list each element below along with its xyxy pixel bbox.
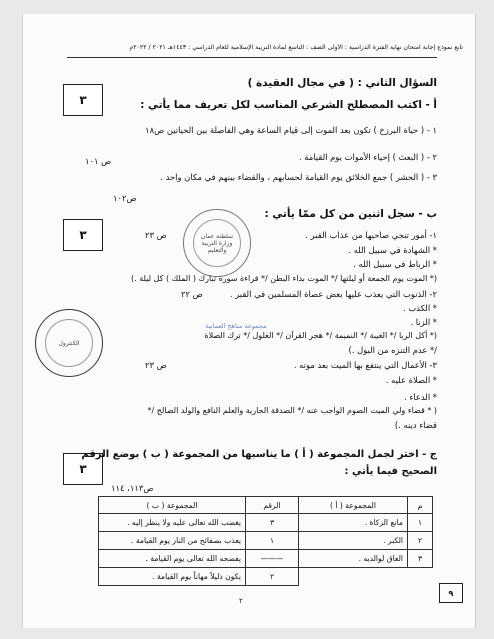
score-box-q2: ٣ bbox=[63, 84, 103, 116]
part-b-line-14: قضاء دينه .) bbox=[394, 420, 437, 430]
part-b-heading: ب - سجل اثنين من كل ممّا يأتي : bbox=[264, 208, 437, 220]
part-b-line-6: * الكذب . bbox=[403, 303, 437, 313]
table-row bbox=[99, 514, 433, 532]
column-header: الرقم bbox=[246, 497, 299, 514]
item-definition: جمع الخلائق يوم القيامة لحسابهم ، والقضاء بينهم في مكان واحد . bbox=[160, 172, 388, 182]
column-header: المجموعة ( أ ) bbox=[299, 497, 408, 514]
matching-table bbox=[98, 496, 433, 586]
table-cell: مانع الزكاة . bbox=[299, 514, 408, 532]
table-cell: الكبر . bbox=[299, 532, 408, 550]
page-ref-3: ص١٠٢ bbox=[113, 193, 137, 203]
item-term: ( حياة البرزخ ) bbox=[373, 125, 425, 135]
item-term: ( الحشر ) bbox=[389, 172, 425, 182]
column-header: م bbox=[408, 497, 433, 514]
part-a-item-3 bbox=[160, 172, 437, 182]
item-number: ١ - bbox=[426, 125, 437, 135]
part-a-heading: أ - اكتب المصطلح الشرعي المناسب لكل تعريف مما يأتي : bbox=[140, 99, 437, 111]
stamp-inner: الكنترول bbox=[45, 319, 93, 367]
page-ref-2: ص ١٠١ bbox=[85, 156, 112, 166]
part-b-line-13: ( * قضاء ولي الميت الصوم الواجب عنه /* الصدقة الجارية والعلم النافع والولد الصالح /* bbox=[147, 406, 437, 415]
stamp-inner: سلطنة عمان وزارة التربية والتعليم bbox=[193, 219, 241, 267]
official-stamp bbox=[183, 209, 251, 277]
table-cell: ٣ bbox=[408, 550, 433, 568]
score-box-part-b: ٣ bbox=[63, 219, 103, 251]
table-cell bbox=[299, 568, 408, 586]
table-cell: ١ bbox=[408, 514, 433, 532]
part-b-line-1: ١- أمور تنجي صاحبها من عذاب القبر . bbox=[305, 230, 437, 240]
item-number: ٣ - bbox=[426, 172, 437, 182]
part-b-line-2: * الشهادة في سبيل الله . bbox=[348, 245, 437, 255]
part-c-heading-2: الصحيح فيما يأتي : bbox=[344, 466, 437, 477]
table-row bbox=[99, 568, 433, 586]
part-b-line-3: * الرباط في سبيل الله . bbox=[353, 259, 437, 269]
item-number: ٢ - bbox=[426, 152, 437, 162]
part-b-line-9: /* عدم التنزه من البول .) bbox=[348, 345, 437, 355]
table-cell: ٢ bbox=[408, 532, 433, 550]
part-c-page-ref: ص١١٣، ١١٤ bbox=[111, 483, 154, 493]
part-a-item-1 bbox=[145, 125, 437, 135]
item-term: ( البعث ) bbox=[392, 152, 425, 162]
table-row bbox=[99, 532, 433, 550]
table-cell: ——— bbox=[246, 550, 299, 568]
part-b-line-5: ٢- الذنوب التي يعذب عليها بعض عصاة المسلمين في القبر . bbox=[229, 289, 437, 299]
page-ref: ص١٨ bbox=[145, 125, 165, 135]
table-row bbox=[99, 550, 433, 568]
part-a-item-2 bbox=[299, 152, 437, 162]
score-box-part-c: ٣ bbox=[63, 453, 103, 485]
part-b-page-ref-2: ص ٢٢ bbox=[181, 289, 203, 299]
part-b-line-10: ٣- الأعمال التي ينتفع بها الميت بعد موته . bbox=[293, 360, 437, 370]
page-number: ٢ bbox=[239, 597, 243, 605]
control-stamp bbox=[35, 309, 103, 377]
table-cell: ٢ bbox=[246, 568, 299, 586]
table-cell: ١ bbox=[246, 532, 299, 550]
column-header: المجموعة ( ب ) bbox=[99, 497, 246, 514]
part-b-line-4: (* الموت يوم الجمعة أو ليلتها /* الموت بداء البطن /* قراءة سورة تبارك ( الملك ) كل ليلة .) bbox=[131, 274, 437, 283]
page-header: تابع نموذج إجابة امتحان نهاية الفترة الدراسية : الأولى الصف : التاسع لمادة التربية الإسلامية للعام الدراسي : ١٤٤٣هـ ٢٠٢١ / ٢٠٢٢م bbox=[129, 44, 463, 51]
table-header-row bbox=[99, 497, 433, 514]
item-definition: تكون بعد الموت إلى قيام الساعة وهي الفاصلة بين الحياتين bbox=[166, 125, 371, 135]
table-cell: يكون ذليلاً مهاناً يوم القيامة . bbox=[99, 568, 246, 586]
part-b-line-8: (* أكل الربا /* الغيبة /* النميمة /* هجر القرآن /* الغلول /* ترك الصلاة bbox=[204, 331, 437, 340]
part-b-line-12: * الدعاء . bbox=[404, 392, 437, 402]
table-cell: العاق لوالديه . bbox=[299, 550, 408, 568]
watermark: مجموعة مناهج العمانية bbox=[205, 322, 267, 330]
answer-sheet-page bbox=[22, 14, 476, 628]
part-c-heading: ج - اختر لجمل المجموعة ( أ ) ما يناسبها من المجموعة ( ب ) بوضع الرقم bbox=[81, 449, 437, 460]
table-cell: يغضب الله تعالى عليه ولا ينظر إليه . bbox=[99, 514, 246, 532]
page-box-number: ٩ bbox=[439, 583, 463, 603]
header-divider bbox=[67, 57, 437, 58]
table-cell: يعذب بصفائح من النار يوم القيامة . bbox=[99, 532, 246, 550]
part-b-line-11: * الصلاة عليه . bbox=[385, 375, 437, 385]
part-b-page-ref-1: ص ٢٣ bbox=[145, 230, 167, 240]
item-definition: إحياء الأموات يوم القيامة . bbox=[298, 152, 390, 162]
part-b-line-7: * الزنا . bbox=[410, 317, 437, 327]
part-b-page-ref-3: ص ٢٣ bbox=[145, 360, 167, 370]
table-cell: ٣ bbox=[246, 514, 299, 532]
question-title: السؤال الثاني : ( في مجال العقيدة ) bbox=[247, 77, 437, 89]
table-cell bbox=[408, 568, 433, 586]
table-cell: يفضحه الله تعالى يوم القيامة . bbox=[99, 550, 246, 568]
